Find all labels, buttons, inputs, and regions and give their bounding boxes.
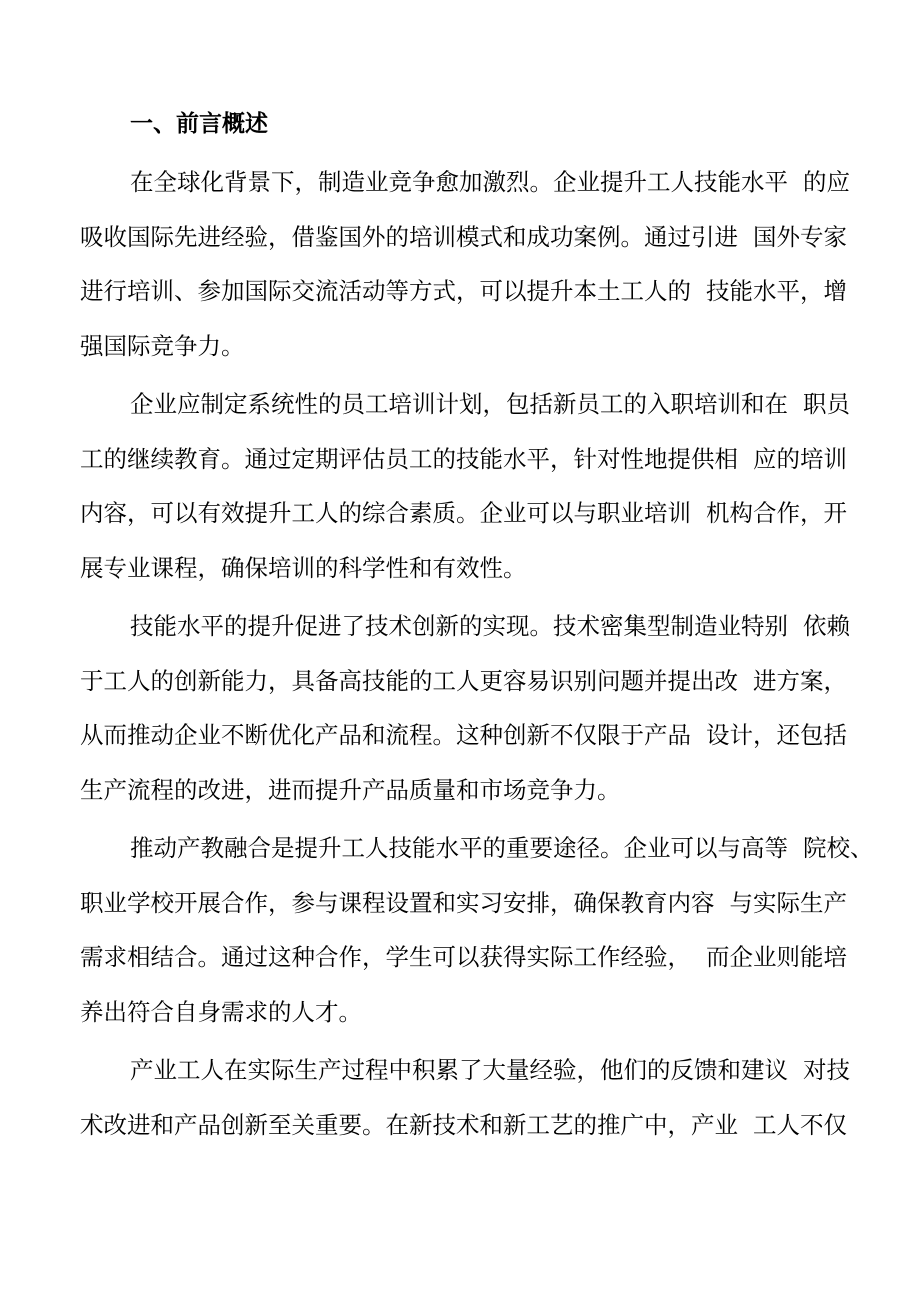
text-line: 吸收国际先进经验，借鉴国外的培训模式和成功案例。通过引进 国外专家 (80, 223, 847, 251)
text-line: 强国际竞争力。 (80, 332, 245, 360)
text-line: 内容，可以有效提升工人的综合素质。企业可以与职业培训 机构合作，开 (80, 499, 847, 527)
text-line: 产业工人在实际生产过程中积累了大量经验，他们的反馈和建议 对技 (130, 1056, 850, 1084)
text-line: 推动产教融合是提升工人技能水平的重要途径。企业可以与高等 院校、 (130, 834, 874, 862)
text-line: 工的继续教育。通过定期评估员工的技能水平，针对性地提供相 应的培训 (80, 445, 847, 473)
text-line: 养出符合自身需求的人才。 (80, 998, 362, 1026)
text-line: 从而推动企业不断优化产品和流程。这种创新不仅限于产品 设计，还包括 (80, 721, 847, 749)
text-line: 术改进和产品创新至关重要。在新技术和新工艺的推广中，产业 工人不仅 (80, 1111, 847, 1139)
text-line: 展专业课程，确保培训的科学性和有效性。 (80, 554, 527, 582)
section-heading: 一、前言概述 (130, 110, 268, 137)
text-line: 在全球化背景下，制造业竞争愈加激烈。企业提升工人技能水平 的应 (130, 168, 850, 196)
text-line: 生产流程的改进，进而提升产品质量和市场竞争力。 (80, 776, 621, 804)
text-line: 职业学校开展合作，参与课程设置和实习安排，确保教育内容 与实际生产 (80, 889, 847, 917)
text-line: 企业应制定系统性的员工培训计划，包括新员工的入职培训和在 职员 (130, 390, 850, 418)
text-line: 进行培训、参加国际交流活动等方式，可以提升本土工人的 技能水平，增 (80, 277, 847, 305)
text-line: 需求相结合。通过这种合作，学生可以获得实际工作经验， 而企业则能培 (80, 943, 847, 971)
text-line: 技能水平的提升促进了技术创新的实现。技术密集型制造业特别 依赖 (130, 612, 850, 640)
text-line: 于工人的创新能力，具备高技能的工人更容易识别问题并提出改 进方案， (80, 667, 847, 695)
